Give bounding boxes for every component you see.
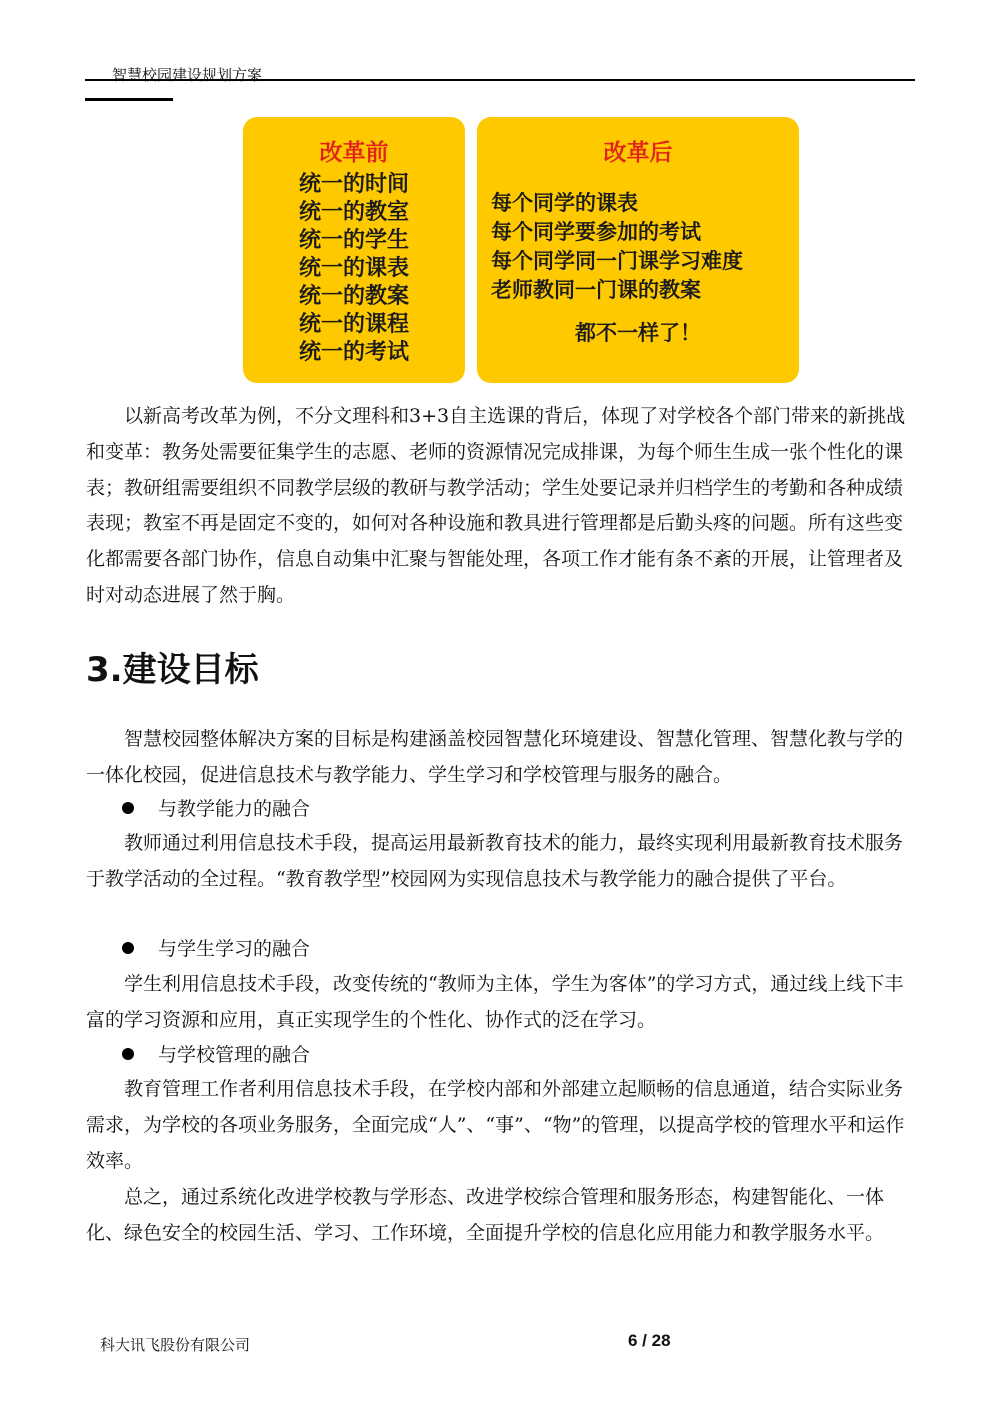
document-title: 智慧校园建设规划方案 bbox=[112, 66, 263, 84]
list-item: 每个同学的课表 bbox=[491, 191, 638, 215]
after-reform-list bbox=[491, 189, 799, 305]
list-item: 每个同学要参加的考试 bbox=[491, 220, 701, 244]
list-item: 统一的教室 bbox=[298, 200, 409, 225]
footer-company: 科大讯飞股份有限公司 bbox=[100, 1336, 251, 1354]
before-reform-title: 改革前 bbox=[319, 140, 389, 166]
management-paragraph: 教育管理工作者利用信息技术手段，在学校内部和外部建立起顺畅的信息通道，结合实际业务需求，为学校的各项业务服务，全面完成“人”、“事”、“物”的管理，以提高学校的管理水平和运作效率。 bbox=[86, 1078, 905, 1172]
bullet-icon bbox=[122, 1048, 134, 1060]
intro-paragraph: 以新高考改革为例，不分文理科和3+3自主选课的背后，体现了对学校各个部门带来的新挑战和变革：教务处需要征集学生的志愿、老师的资源情况完成排课，为每个师生生成一张个性化的课表；教研组需要组织不同教学层级的教研与教学活动；学生处要记录并归档学生的考勤和各种成绩表现；教室不再是固定不变的，如何对各种设施和教具进行管理都是后勤头疼的问题。所有这些变化都需要各部门协作，信息自动集中汇聚与智能处理，各项工作才能有条不紊的开展，让管理者及时对动态进展了然于胸。 bbox=[86, 405, 906, 606]
list-item: 统一的教案 bbox=[298, 284, 409, 309]
bullet-label: 与学校管理的融合 bbox=[158, 1044, 311, 1066]
list-item: 统一的学生 bbox=[298, 228, 409, 253]
learning-paragraph: 学生利用信息技术手段，改变传统的“教师为主体，学生为客体”的学习方式，通过线上线下丰富的学习资源和应用，真正实现学生的个性化、协作式的泛在学习。 bbox=[86, 973, 904, 1031]
bullet-teaching bbox=[122, 794, 310, 824]
goal-paragraph: 智慧校园整体解决方案的目标是构建涵盖校园智慧化环境建设、智慧化管理、智慧化教与学的一体化校园，促进信息技术与教学能力、学生学习和学校管理与服务的融合。 bbox=[86, 728, 904, 786]
bullet-management bbox=[122, 1040, 310, 1070]
bullet-icon bbox=[122, 802, 134, 814]
teaching-paragraph: 教师通过利用信息技术手段，提高运用最新教育技术的能力，最终实现利用最新教育技术服务于教学活动的全过程。“教育教学型”校园网为实现信息技术与教学能力的融合提供了平台。 bbox=[86, 832, 904, 890]
list-item: 统一的课表 bbox=[298, 256, 409, 281]
after-reform-panel bbox=[477, 117, 799, 383]
list-item: 统一的时间 bbox=[298, 172, 409, 197]
bullet-icon bbox=[122, 942, 134, 954]
list-item: 统一的课程 bbox=[298, 312, 409, 337]
header-accent-rule bbox=[85, 98, 173, 101]
header-rule bbox=[85, 79, 915, 81]
bullet-learning bbox=[122, 934, 310, 964]
list-item: 统一的考试 bbox=[298, 340, 409, 365]
summary-paragraph: 总之，通过系统化改进学校教与学形态、改进学校综合管理和服务形态，构建智能化、一体化、绿色安全的校园生活、学习、工作环境，全面提升学校的信息化应用能力和教学服务水平。 bbox=[86, 1186, 885, 1244]
section-heading: 3.建设目标 bbox=[86, 650, 259, 690]
page-number: 6 / 28 bbox=[628, 1331, 671, 1350]
list-item: 每个同学同一门课学习难度 bbox=[491, 249, 743, 273]
list-item: 老师教同一门课的教案 bbox=[491, 278, 701, 302]
before-reform-panel bbox=[243, 117, 465, 383]
after-reform-title: 改革后 bbox=[603, 140, 673, 166]
bullet-label: 与学生学习的融合 bbox=[158, 938, 311, 960]
before-reform-list bbox=[243, 171, 465, 367]
after-reform-closing: 都不一样了！ bbox=[575, 321, 701, 345]
bullet-label: 与教学能力的融合 bbox=[158, 798, 311, 820]
